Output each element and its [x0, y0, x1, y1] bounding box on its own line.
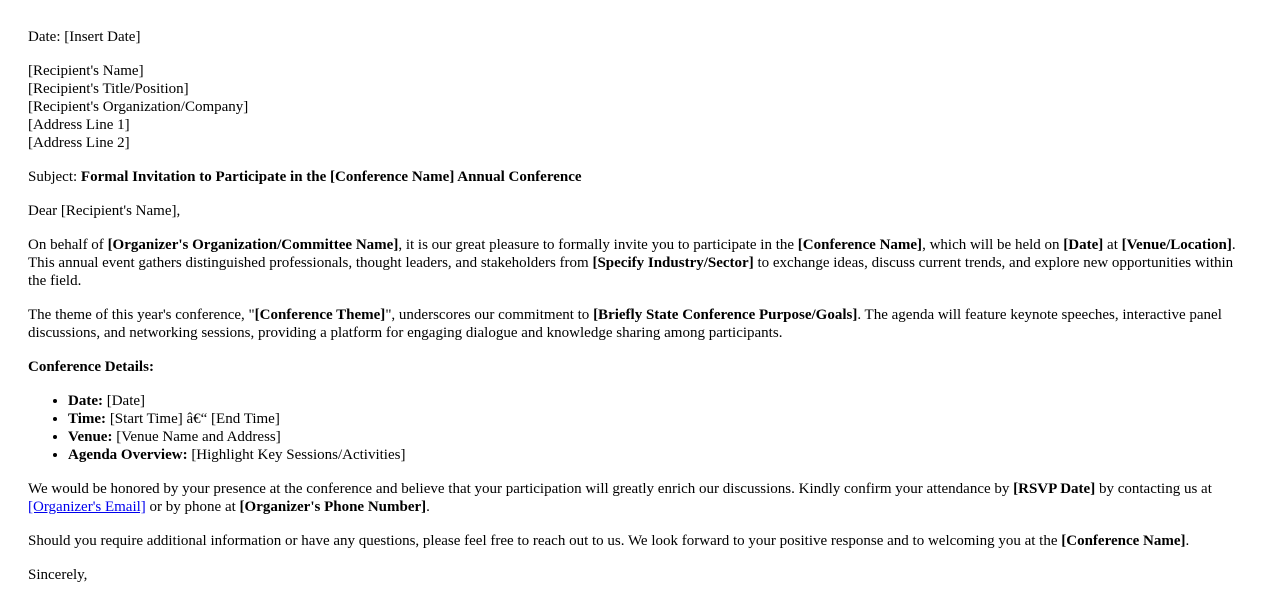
detail-label: Date: [68, 393, 103, 409]
intro-text-3: , which will be held on [922, 237, 1064, 253]
subject-line [28, 168, 1238, 186]
details-heading [28, 358, 1238, 376]
subject-text: Formal Invitation to Participate in the [Conference Name] Annual Conference [80, 169, 582, 185]
theme-text-1: The theme of this year's conference, " [28, 307, 255, 323]
detail-label: Time: [68, 411, 107, 427]
conference-date: [Date] [1063, 237, 1104, 253]
detail-value: [Highlight Key Sessions/Activities] [187, 447, 406, 463]
recipient-title: [Recipient's Title/Position] [28, 81, 189, 97]
date-label: Date: [28, 29, 61, 45]
conference-name: [Conference Name] [797, 237, 923, 253]
date-line [28, 28, 1238, 46]
rsvp-date: [RSVP Date] [1013, 481, 1096, 497]
recipient-address-line-1: [Address Line 1] [28, 117, 130, 133]
intro-text-4: at [1103, 237, 1122, 253]
recipient-block [28, 62, 1238, 152]
detail-label: Venue: [68, 429, 113, 445]
intro-text-1: On behalf of [28, 237, 108, 253]
date-value: [Insert Date] [64, 29, 141, 45]
intro-text-2: , it is our great pleasure to formally invite you to participate in the [398, 237, 798, 253]
recipient-address-line-2: [Address Line 2] [28, 135, 130, 151]
sign-off: Sincerely, [28, 567, 88, 583]
intro-paragraph [28, 236, 1238, 290]
closing-conference-name: [Conference Name] [1061, 533, 1186, 549]
detail-label: Agenda Overview: [68, 447, 188, 463]
detail-item-agenda [68, 446, 1238, 464]
theme-text-2: ", underscores our commitment to [385, 307, 594, 323]
conference-purpose: [Briefly State Conference Purpose/Goals] [593, 307, 858, 323]
details-heading-text: Conference Details: [28, 359, 154, 375]
closing-paragraph [28, 532, 1238, 550]
subject-label: Subject: [28, 169, 78, 185]
closing-text-1: Should you require additional information or have any questions, please feel free to reach out to us. We look forward to your positive response and to welcoming you at the [28, 533, 1062, 549]
detail-item-time [68, 410, 1238, 428]
intro-text-5: . This annual event gathers distinguished professionals, thought leaders, and stakeholders from [28, 237, 1236, 271]
letter-document [28, 28, 1238, 600]
detail-item-venue [68, 428, 1238, 446]
theme-text-3: . The agenda will feature keynote speeches, interactive panel discussions, and networking sessions, providing a platform for engaging dialogue and knowledge sharing among participants. [28, 307, 1222, 341]
conference-theme: [Conference Theme] [254, 307, 386, 323]
recipient-name: [Recipient's Name] [28, 63, 144, 79]
salutation: Dear [Recipient's Name], [28, 203, 181, 219]
detail-item-date [68, 392, 1238, 410]
organizer-phone: [Organizer's Phone Number] [239, 499, 427, 515]
detail-value: [Date] [102, 393, 146, 409]
rsvp-text-1: We would be honored by your presence at the conference and believe that your participation will greatly enrich our discussions. Kindly confirm your attendance by [28, 481, 1014, 497]
conference-venue: [Venue/Location] [1121, 237, 1232, 253]
recipient-organization: [Recipient's Organization/Company] [28, 99, 249, 115]
organizer-organization: [Organizer's Organization/Committee Name] [107, 237, 399, 253]
rsvp-text-4: . [426, 499, 430, 515]
rsvp-text-2: by contacting us at [1095, 481, 1212, 497]
closing-text-2: . [1185, 533, 1190, 549]
organizer-email-link[interactable]: [Organizer's Email] [28, 499, 146, 515]
intro-text-6: to exchange ideas, discuss current trends, and explore new opportunities within the field. [28, 255, 1234, 289]
rsvp-text-3: or by phone at [145, 499, 240, 515]
details-list [28, 392, 1238, 464]
industry-sector: [Specify Industry/Sector] [592, 255, 754, 271]
theme-paragraph [28, 306, 1238, 342]
detail-value: [Start Time] â€“ [End Time] [106, 411, 280, 427]
detail-value: [Venue Name and Address] [112, 429, 281, 445]
rsvp-paragraph [28, 480, 1238, 516]
